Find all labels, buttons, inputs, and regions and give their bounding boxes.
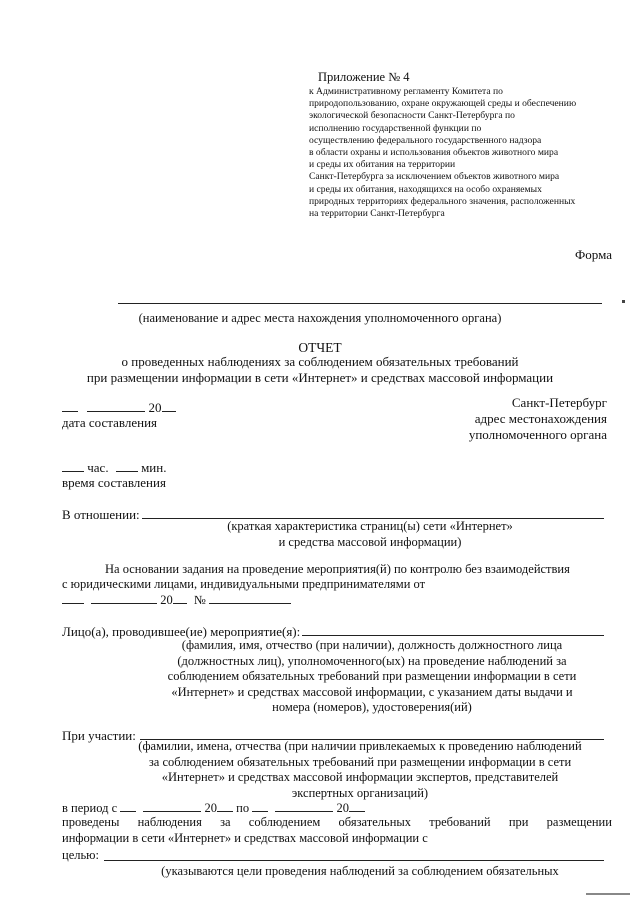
basis-number-sign: № xyxy=(193,593,206,607)
period-field[interactable] xyxy=(62,801,365,816)
participation-caption-line: «Интернет» и средствах массовой информации экспертов, представителей xyxy=(161,770,559,785)
form-label: Форма xyxy=(575,247,612,262)
appendix-line: экологической безопасности Санкт-Петербурга по xyxy=(309,110,515,122)
participation-caption-line: за соблюдением обязательных требований при размещении информации в сети xyxy=(148,754,572,769)
authority-caption: (наименование и адрес места нахождения уполномоченного органа) xyxy=(138,311,502,325)
appendix-line: Санкт-Петербурга за исключением объектов животного мира xyxy=(309,171,560,183)
person-caption-line: соблюдением обязательных требований при размещении информации в сети xyxy=(167,669,577,684)
participation-caption xyxy=(40,739,640,801)
report-subtitle-1: о проведенных наблюдениях за соблюдением обязательных требований xyxy=(121,354,519,369)
time-caption: время составления xyxy=(62,475,166,490)
regarding-label: В отношении: xyxy=(62,507,140,522)
date-field[interactable] xyxy=(62,400,176,416)
basis-line-1: На основании задания на проведение мероприятия(й) по контролю без взаимодействия xyxy=(105,562,570,576)
period-year-prefix-1: 20 xyxy=(204,801,218,815)
conducted-word: проведены xyxy=(62,815,120,829)
participation-caption-line: экспертных организаций) xyxy=(291,785,429,800)
person-label: Лицо(а), проводившее(ие) мероприятие(я): xyxy=(62,624,301,639)
person-caption-line: номера (номеров), удостоверения(ий) xyxy=(272,700,472,715)
appendix-line: осуществлению федерального государственного надзора xyxy=(309,134,542,146)
conducted-line-1 xyxy=(62,815,612,830)
appendix-line: природопользованию, охране окружающей среды и обеспечению xyxy=(309,98,577,110)
appendix-line: в области охраны и использования объектов животного мира xyxy=(309,147,559,159)
basis-year-prefix: 20 xyxy=(160,593,173,607)
appendix-title: Приложение № 4 xyxy=(318,70,410,84)
basis-line-2: с юридическими лицами, индивидуальными предпринимателями от xyxy=(62,577,426,591)
conducted-word: за xyxy=(220,815,231,829)
appendix-description xyxy=(309,86,629,220)
purpose-label: целью: xyxy=(62,848,99,862)
city-name: Санкт-Петербург xyxy=(511,395,607,410)
basis-date-number-field[interactable] xyxy=(62,593,291,608)
period-from-label: в период с xyxy=(62,801,118,815)
person-caption-line: (фамилия, имя, отчество (при наличии), должность должностного лица xyxy=(181,638,563,652)
conducted-word: соблюдением xyxy=(248,815,321,829)
conducted-word: требований xyxy=(429,815,491,829)
appendix-line: и среды их обитания на территории xyxy=(309,159,456,171)
purpose-field[interactable] xyxy=(104,860,604,861)
person-caption-line: (должностных лиц), уполномоченного(ых) на проведение наблюдений за xyxy=(177,653,567,668)
purpose-caption: (указываются цели проведения наблюдений за соблюдением обязательных xyxy=(161,864,559,878)
appendix-line: природных территориях федерального значения, расположенных xyxy=(309,195,576,207)
scan-artifact xyxy=(586,893,630,895)
conducted-line-2: информации в сети «Интернет» и средствах массовой информации с xyxy=(62,831,428,845)
date-caption: дата составления xyxy=(62,415,157,430)
appendix-line: на территории Санкт-Петербурга xyxy=(309,208,445,220)
time-field[interactable] xyxy=(62,460,166,476)
conducted-word: обязательных xyxy=(338,815,412,829)
regarding-caption-2: и средства массовой информации) xyxy=(278,535,462,549)
person-caption xyxy=(52,638,640,716)
location-caption-2: уполномоченного органа xyxy=(468,427,607,442)
minutes-label: мин. xyxy=(141,460,167,475)
participation-label: При участии: xyxy=(62,728,136,743)
date-year-prefix: 20 xyxy=(148,400,162,415)
conducted-word: размещении xyxy=(546,815,612,829)
participation-caption-line: (фамилии, имена, отчества (при наличии привлекаемых к проведению наблюдений xyxy=(138,739,582,753)
person-field[interactable] xyxy=(302,635,604,636)
conducted-word: наблюдения xyxy=(137,815,202,829)
report-title: ОТЧЕТ xyxy=(298,340,342,355)
period-year-prefix-2: 20 xyxy=(336,801,349,815)
period-to-label: по xyxy=(236,801,250,815)
hours-label: час. xyxy=(87,460,109,475)
authority-name-field[interactable] xyxy=(118,303,602,304)
scan-artifact xyxy=(622,300,625,303)
appendix-line: исполнению государственной функции по xyxy=(309,122,482,134)
person-caption-line: «Интернет» и средствах массовой информации, с указанием даты выдачи и xyxy=(171,684,573,699)
regarding-caption-1: (краткая характеристика страниц(ы) сети «Интернет» xyxy=(227,519,513,533)
appendix-line: к Административному регламенту Комитета по xyxy=(309,86,503,97)
conducted-word: при xyxy=(508,815,529,829)
report-subtitle-2: при размещении информации в сети «Интернет» и средствах массовой информации xyxy=(86,370,554,385)
appendix-line: и среды их обитания, находящихся на особо охраняемых xyxy=(309,183,542,195)
location-caption-1: адрес местонахождения xyxy=(474,411,607,426)
